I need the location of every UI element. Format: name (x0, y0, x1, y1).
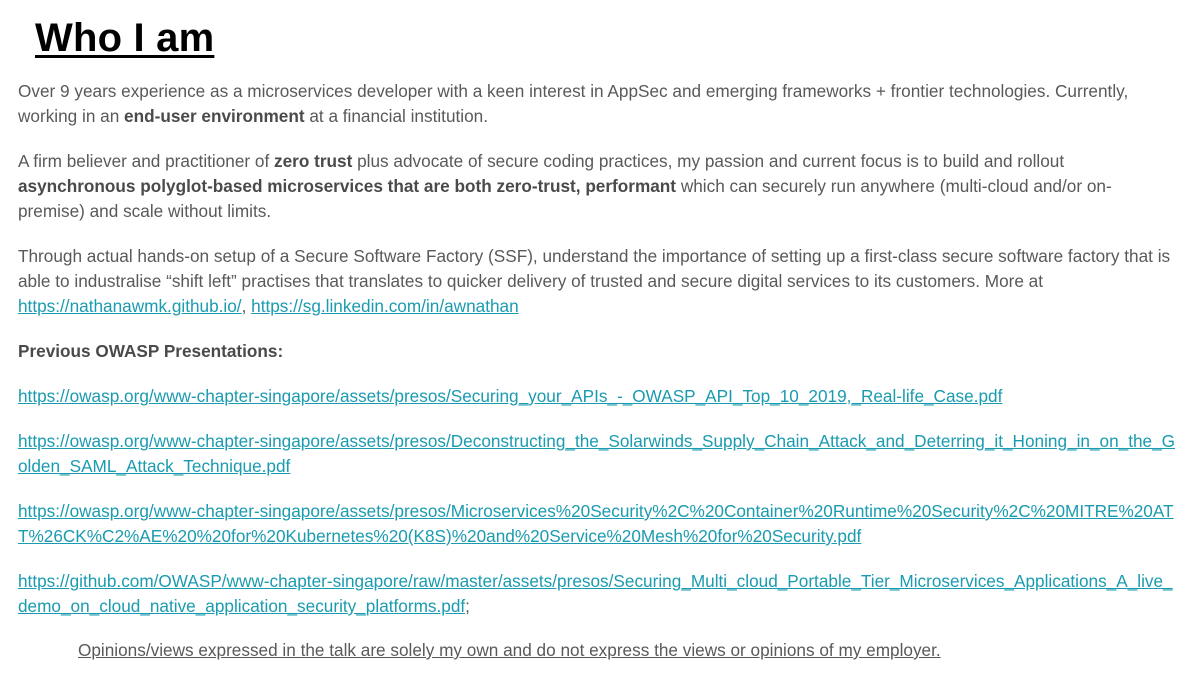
slide-title: Who I am (35, 16, 215, 60)
intro-text-2: at a financial institution. (304, 106, 489, 126)
ssf-paragraph (18, 244, 1178, 319)
disclaimer-text: Opinions/views expressed in the talk are solely my own and do not express the views or opinions of my employer. (78, 640, 941, 660)
presentation-link-4[interactable]: https://github.com/OWASP/www-chapter-singapore/raw/master/assets/presos/Securing_Multi_cloud_Portable_Tier_Microservices_Applications_A_live_demo_on_cloud_native_application_security_platforms.pdf (18, 571, 1173, 616)
presentation-item (18, 499, 1178, 549)
trailing-semicolon: ; (465, 596, 470, 616)
belief-paragraph (18, 149, 1178, 224)
belief-text-1: A firm believer and practitioner of (18, 151, 275, 171)
presentations-heading (18, 339, 1178, 364)
intro-text-1: Over 9 years experience as a microservices developer with a keen interest in AppSec and emerging frameworks + frontier technologies. Currently, working in an (18, 81, 1129, 126)
linkedin-link[interactable]: https://sg.linkedin.com/in/awnathan (251, 296, 519, 316)
presentation-item (18, 429, 1178, 479)
belief-text-2: plus advocate of secure coding practices, my passion and current focus is to build and rollout (352, 151, 1065, 171)
presentation-link-2[interactable]: https://owasp.org/www-chapter-singapore/assets/presos/Deconstructing_the_Solarwinds_Supply_Chain_Attack_and_Deterring_it_Honing_in_on_the_Golden_SAML_Attack_Technique.pdf (18, 431, 1176, 476)
slide-body (18, 79, 1178, 639)
link-separator: , (241, 296, 252, 316)
belief-text-3: which can securely run anywhere (multi-cloud and/or on-premise) and scale without limits. (18, 176, 1112, 221)
presentation-link-3[interactable]: https://owasp.org/www-chapter-singapore/assets/presos/Microservices%20Security%2C%20Container%20Runtime%20Security%2C%20MITRE%20ATT%26CK%C2%AE%20%20for%20Kubernetes%20(K8S)%20and%20Service%20Mesh%20for%20Security.pdf (18, 501, 1174, 546)
presentation-link-1[interactable]: https://owasp.org/www-chapter-singapore/assets/presos/Securing_your_APIs_-_OWASP_API_Top_10_2019,_Real-life_Case.pdf (18, 386, 1003, 406)
intro-bold: end-user environment (124, 106, 305, 126)
presentation-item (18, 384, 1178, 409)
personal-site-link[interactable]: https://nathanawmk.github.io/ (18, 296, 242, 316)
presentation-item (18, 569, 1178, 619)
ssf-text: Through actual hands-on setup of a Secure Software Factory (SSF), understand the importance of setting up a first-class secure software factory that is able to industralise “shift left” practises that translates to quicker delivery of trusted and secure digital services to its customers. More at (18, 246, 1171, 291)
belief-bold-1: zero trust (274, 151, 353, 171)
belief-bold-2: asynchronous polyglot-based microservices that are both zero-trust, performant (18, 176, 677, 196)
intro-paragraph (18, 79, 1178, 129)
presentations-heading-text: Previous OWASP Presentations: (18, 341, 284, 361)
